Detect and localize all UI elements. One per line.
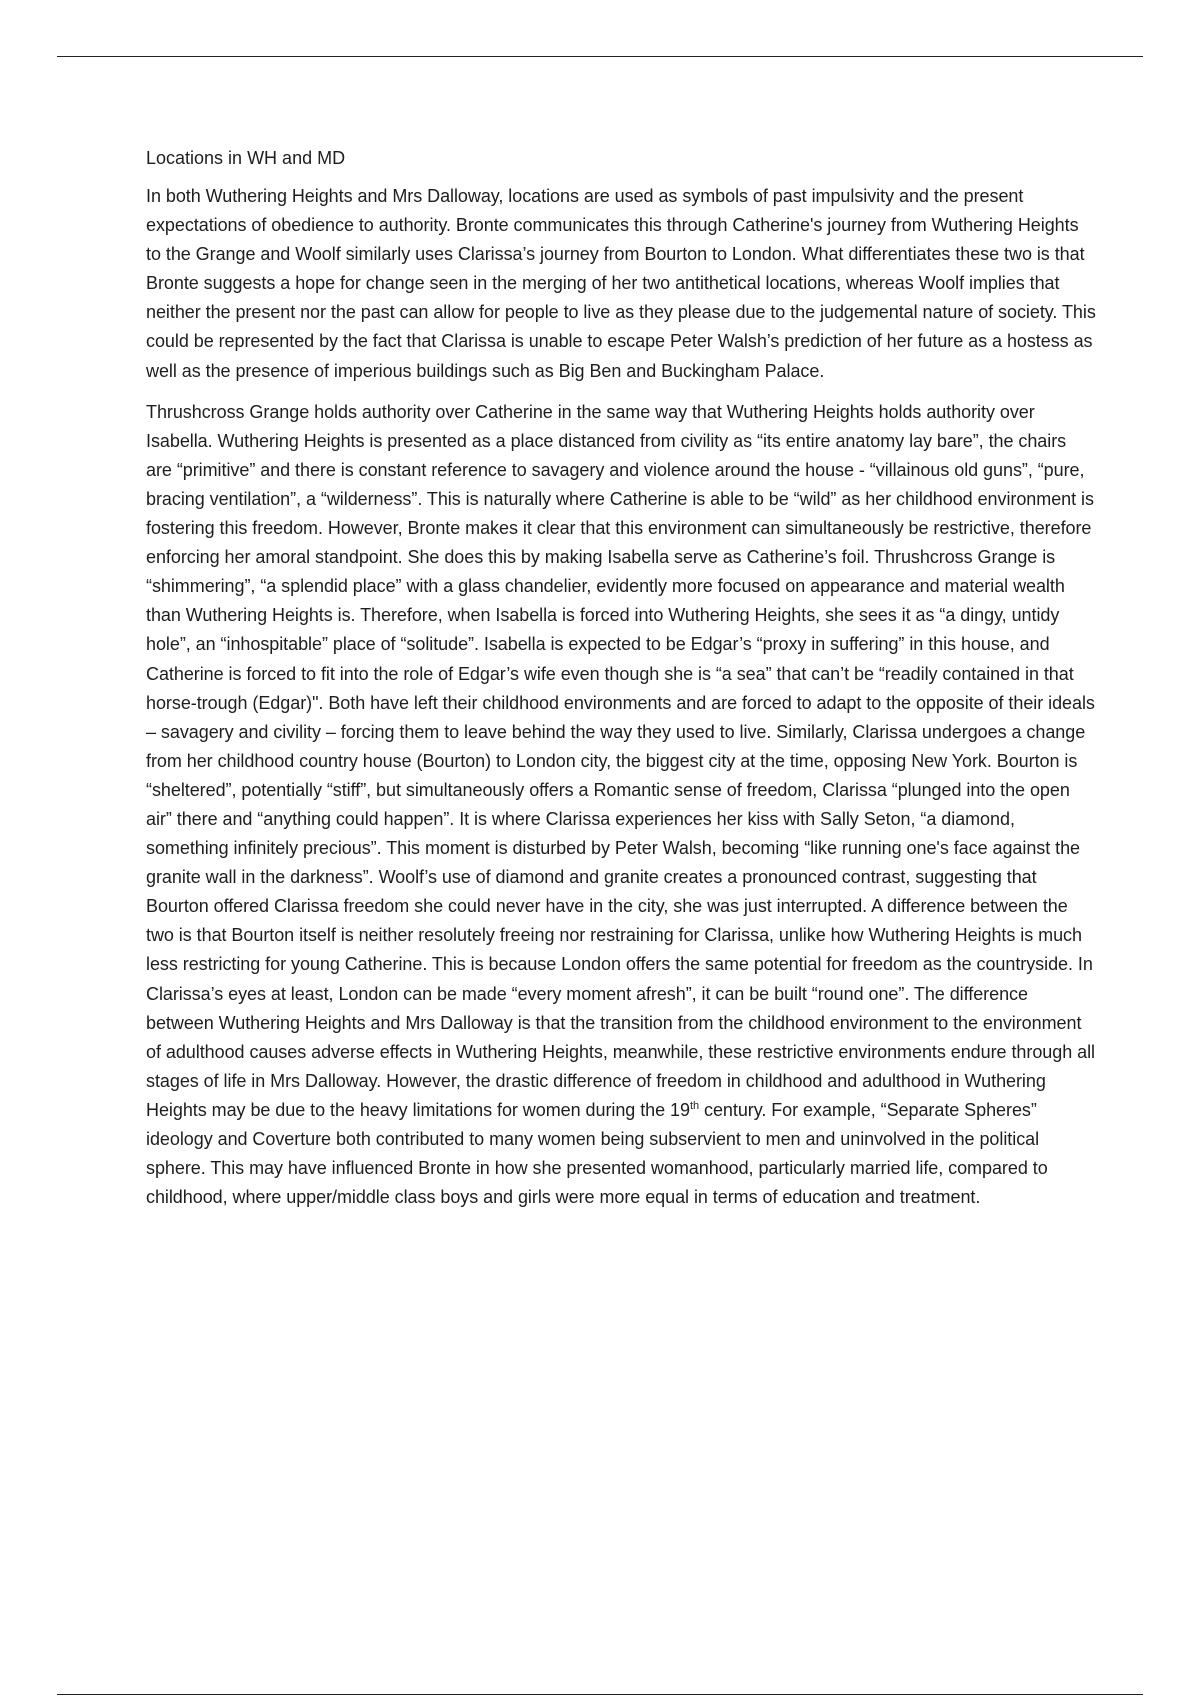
paragraph-body — [146, 398, 1096, 1213]
document-page — [146, 146, 1096, 1224]
footer-rule — [57, 1694, 1143, 1695]
header-rule — [57, 56, 1143, 57]
paragraph-body-text-2: century. For example, “Separate Spheres” ideology and Coverture both contributed to many women being subservient to men and uninvolved in the political sphere. This may have influenced Bronte in how she presented womanhood, particularly married life, compared to childhood, where upper/middle class boys and girls were more equal in terms of education and treatment. — [146, 1099, 1048, 1208]
document-title: Locations in WH and MD — [146, 148, 346, 168]
paragraph-body-text-1: Thrushcross Grange holds authority over Catherine in the same way that Wuthering Heights holds authority over Isabella. Wuthering Heights is presented as a place distanced from civility as “its entire anatomy lay bare”, the chairs are “primitive” and there is constant reference to savagery and violence around the house - “villainous old guns”, “pure, bracing ventilation”, a “wilderness”. This is naturally where Catherine is able to be “wild” as her childhood environment is fostering this freedom. However, Bronte makes it clear that this environment can simultaneously be restrictive, therefore enforcing her amoral standpoint. She does this by making Isabella serve as Catherine’s foil. Thrushcross Grange is “shimmering”, “a splendid place” with a glass chandelier, evidently more focused on appearance and material wealth than Wuthering Heights is. Therefore, when Isabella is forced into Wuthering Heights, she sees it as “a dingy, untidy hole”, an “inhospitable” place of “solitude”. Isabella is expected to be Edgar’s “proxy in suffering” in this house, and Catherine is forced to fit into the role of Edgar’s wife even though she is “a sea” that can’t be “readily contained in that horse-trough (Edgar)". Both have left their childhood environments and are forced to adapt to the opposite of their ideals – savagery and civility – forcing them to leave behind the way they used to live. Similarly, Clarissa undergoes a change from her childhood country house (Bourton) to London city, the biggest city at the time, opposing New York. Bourton is “sheltered”, potentially “stiff”, but simultaneously offers a Romantic sense of freedom, Clarissa “plunged into the open air” there and “anything could happen”. It is where Clarissa experiences her kiss with Sally Seton, “a diamond, something infinitely precious”. This moment is disturbed by Peter Walsh, becoming “like running one's face against the granite wall in the darkness”. Woolf’s use of diamond and granite creates a pronounced contrast, suggesting that Bourton offered Clarissa freedom she could never have in the city, she was just interrupted. A difference between the two is that Bourton itself is neither resolutely freeing nor restraining for Clarissa, unlike how Wuthering Heights is much less restricting for young Catherine. This is because London offers the same potential for freedom as the countryside. In Clarissa’s eyes at least, London can be made “every moment afresh”, it can be built “round one”. The difference between Wuthering Heights and Mrs Dalloway is that the transition from the childhood environment to the environment of adulthood causes adverse effects in Wuthering Heights, meanwhile, these restrictive environments endure through all stages of life in Mrs Dalloway. However, the drastic difference of freedom in childhood and adulthood in Wuthering Heights may be due to the heavy limitations for women during the 19 — [146, 401, 1095, 1120]
ordinal-superscript: th — [689, 1099, 700, 1112]
paragraph-introduction: In both Wuthering Heights and Mrs Dalloway, locations are used as symbols of past impulsivity and the present expectations of obedience to authority. Bronte communicates this through Catherine's journey from Wuthering Heights to the Grange and Woolf similarly uses Clarissa’s journey from Bourton to London. What differentiates these two is that Bronte suggests a hope for change seen in the merging of her two antithetical locations, whereas Woolf implies that neither the present nor the past can allow for people to live as they please due to the judgemental nature of society. This could be represented by the fact that Clarissa is unable to escape Peter Walsh’s prediction of her future as a hostess as well as the presence of imperious buildings such as Big Ben and Buckingham Palace. — [146, 186, 1096, 381]
